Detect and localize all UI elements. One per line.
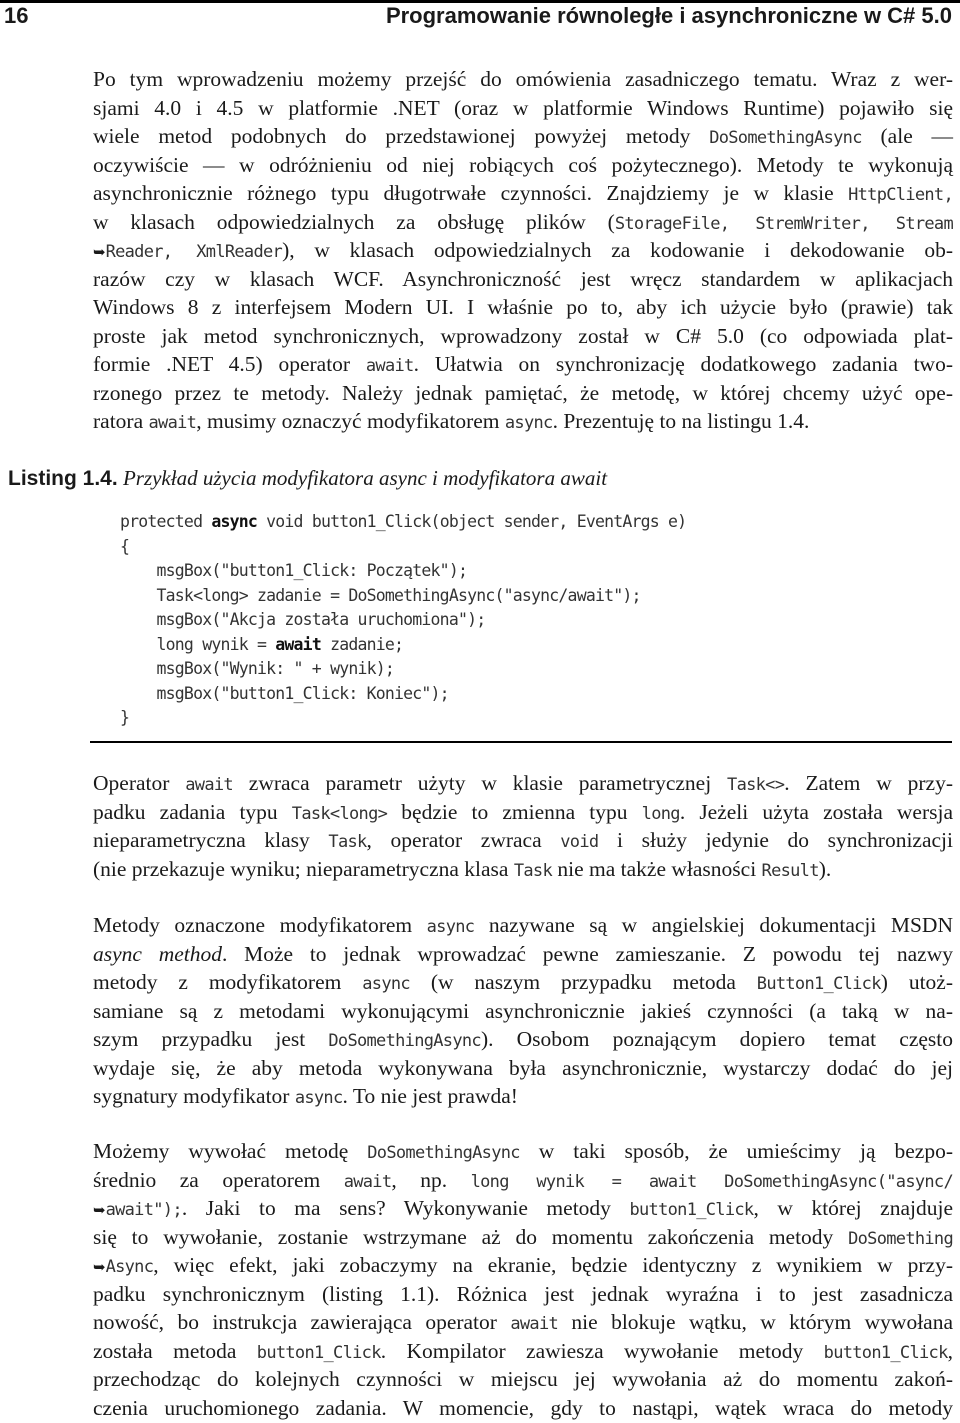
code-text: msgBox("Akcja została uruchomiona"); — [120, 610, 486, 629]
code-token: Task — [513, 860, 552, 881]
text-run: , — [947, 1338, 953, 1363]
paragraph-intro — [93, 65, 953, 436]
code-token: Task<long> — [291, 803, 388, 824]
code-token: async — [426, 917, 475, 937]
continuation-arrow-icon: ➥ — [93, 1258, 106, 1276]
text-line — [93, 1223, 953, 1252]
text-run: nowość, bo instrukcja zawierająca operator — [93, 1310, 511, 1334]
text-line — [93, 1251, 953, 1280]
text-run: . Kompilator zawiesza wywołanie metody — [380, 1338, 824, 1363]
code-line — [120, 608, 950, 633]
code-line — [120, 633, 950, 658]
text-run: szym przypadku jest — [93, 1027, 329, 1051]
code-line — [120, 510, 950, 535]
text-run: formie .NET 4.5) operator — [93, 352, 366, 376]
text-run: razów czy w klasach WCF. Asynchroniczność jest wręcz standardem w aplikacjach — [93, 266, 953, 291]
code-token: button1_Click — [256, 1342, 381, 1363]
text-run: oczywiście — w odróżnieniu od niej robiących coś pożytecznego). Metody te wykonują — [93, 152, 953, 177]
text-line — [93, 265, 953, 294]
code-token: Task — [328, 832, 367, 852]
code-text: protected — [120, 512, 212, 531]
text-run: padku synchronicznym (listing 1.1). Różnica jest jednak wyraźna i to jest zasadnicza — [93, 1281, 953, 1306]
code-token: long — [641, 803, 680, 824]
text-run: średnio za operatorem — [93, 1167, 344, 1192]
code-listing — [120, 510, 950, 731]
text-line — [93, 855, 953, 884]
text-run: , np. — [391, 1167, 471, 1192]
code-token: button1_Click — [823, 1342, 948, 1363]
code-token: Button1_Click — [756, 974, 881, 994]
text-run: ), w klasach odpowiedzialnych za kodowanie i dekodowanie ob- — [282, 238, 953, 262]
code-token: Async — [105, 1257, 154, 1277]
text-run: . Może to jednak wprowadzać pewne zamieszanie. Z powodu tej nazwy — [222, 941, 953, 966]
text-line — [93, 293, 953, 322]
text-run: . Jeżeli użyta została wersja — [679, 799, 953, 824]
text-run: ratora — [93, 409, 149, 433]
text-run: (ale — — [861, 124, 954, 148]
text-run: ) utoż- — [880, 970, 953, 994]
code-token: Reader, XmlReader — [105, 242, 283, 262]
code-keyword: await — [275, 634, 321, 654]
text-line — [93, 322, 953, 351]
code-token: DoSomethingAsync — [709, 128, 862, 148]
code-line — [120, 584, 950, 609]
text-line — [93, 798, 953, 827]
text-run: , w której znajduje — [753, 1196, 953, 1220]
text-run: się to wywołanie, zostanie wstrzymane aż do momentu zakończenia metody — [93, 1224, 849, 1249]
text-run: nieparametryczna klasy — [93, 828, 329, 852]
text-run: proste jak metod synchronicznych, wprowadzony został w C# 5.0 (co odpowiada plat- — [93, 323, 953, 348]
text-line — [93, 65, 953, 94]
code-token: await — [185, 775, 233, 795]
text-run: Metody oznaczone modyfikatorem — [93, 913, 427, 937]
code-token: await — [365, 356, 414, 376]
code-token: async — [362, 974, 410, 994]
text-run: rzonego przez te metody. Należy jednak pamiętać, że metodę, w której chcemy użyć ope- — [93, 380, 953, 405]
code-token: long wynik = await DoSomethingAsync("async/ — [470, 1171, 953, 1192]
code-line — [120, 535, 950, 560]
text-line — [93, 826, 953, 855]
text-run: (nie przekazuje wyniku; nieparametryczna klasa — [93, 856, 514, 881]
code-text: msgBox("Wynik: " + wynik); — [120, 659, 395, 678]
text-run: . Zatem w przy- — [784, 771, 953, 795]
text-run: w taki sposób, że umieścimy ją bezpo- — [519, 1139, 953, 1163]
code-text: msgBox("button1_Click: Koniec"); — [120, 683, 449, 703]
text-run: czenia uruchomionego zadania. W momencie, gdy to nastąpi, wątek wraca do metody — [93, 1395, 953, 1420]
code-text: long wynik = — [120, 634, 276, 654]
text-run: (w naszym przypadku metoda — [409, 970, 757, 994]
code-line — [120, 657, 950, 682]
code-token: async — [504, 413, 553, 433]
code-line — [120, 706, 950, 731]
text-run: Po tym wprowadzeniu możemy przejść do omówienia zasadniczego tematu. Wraz z wer- — [93, 67, 953, 91]
text-run: nazywane są w angielskiej dokumentacji MSDN — [474, 913, 953, 937]
code-text: Task<long> zadanie = DoSomethingAsync("async/await"); — [120, 585, 641, 605]
text-run: w klasach odpowiedzialnych za obsługę plików ( — [93, 209, 615, 234]
text-line — [93, 1025, 953, 1054]
listing-caption — [8, 465, 948, 491]
text-run: sygnatury modyfikator — [93, 1084, 295, 1108]
text-line — [93, 94, 953, 123]
text-run: , operator zwraca — [366, 828, 561, 852]
code-text: msgBox("button1_Click: Początek"); — [120, 561, 468, 580]
text-line — [93, 151, 953, 180]
text-line — [93, 179, 953, 208]
text-line — [93, 968, 953, 997]
code-token: StorageFile, StremWriter, Stream — [614, 213, 953, 234]
text-run: ). Osobom poznającym dopiero temat często — [480, 1027, 953, 1051]
code-token: async — [294, 1088, 343, 1108]
text-line — [93, 1308, 953, 1337]
code-token: await"); — [105, 1200, 182, 1220]
code-token: Task<> — [727, 775, 785, 795]
code-text: void button1_Click(object sender, EventArgs e) — [257, 512, 687, 531]
text-run: , musimy oznaczyć modyfikatorem — [196, 409, 505, 433]
text-line — [93, 208, 953, 237]
text-run: Możemy wywołać metodę — [93, 1139, 368, 1163]
text-run: i służy jedynie do synchronizacji — [598, 828, 953, 852]
text-run: samiane są z metodami wykonującymi asynchronicznie jakieś czynności (a taką w na- — [93, 998, 953, 1023]
text-line — [93, 1082, 953, 1111]
text-line — [93, 379, 953, 408]
listing-rule — [90, 741, 952, 743]
text-run: nie ma także własności — [551, 856, 762, 881]
paragraph-await-operator — [93, 769, 953, 883]
code-text: { — [120, 536, 130, 556]
text-line — [93, 940, 953, 969]
code-text: zadanie; — [320, 634, 404, 654]
code-token: button1_Click — [629, 1200, 754, 1220]
code-token: void — [560, 832, 599, 852]
listing-label: Listing 1.4. — [8, 467, 118, 490]
text-run: Operator — [93, 771, 186, 795]
text-run: sjami 4.0 i 4.5 w platformie .NET (oraz w platformie Windows Runtime) pojawiło się — [93, 95, 953, 120]
continuation-arrow-icon: ➥ — [93, 243, 106, 261]
paragraph-direct-call — [93, 1137, 953, 1422]
code-line — [120, 682, 950, 707]
code-token: HttpClient, — [848, 185, 953, 205]
text-run: zwraca parametr użyty w klasie parametrycznej — [232, 771, 728, 795]
text-run: , więc efekt, jaki zobaczymy na ekranie, będzie identyczny z wynikiem w przy- — [153, 1253, 953, 1277]
text-run: będzie to zmienna typu — [387, 799, 642, 824]
code-token: await — [148, 413, 197, 433]
text-line — [93, 769, 953, 798]
italic-term: async method — [93, 941, 222, 966]
text-line — [93, 1337, 953, 1366]
text-line — [93, 1365, 953, 1394]
text-run: . To nie jest prawda! — [342, 1084, 518, 1108]
text-run: . Ułatwia on synchronizację dodatkowego zadania two- — [413, 352, 953, 376]
text-line — [93, 1194, 953, 1223]
text-line — [93, 236, 953, 265]
text-line — [93, 1394, 953, 1423]
code-token: await — [343, 1171, 392, 1192]
code-token: await — [510, 1314, 559, 1334]
text-line — [93, 350, 953, 379]
text-run: asynchronicznie różnego typu długotrwałe czynności. Znajdziemy je w klasie — [93, 181, 849, 205]
text-run: Windows 8 z interfejsem Modern UI. I właśnie po to, aby ich użycie było (prawie) tak — [93, 295, 953, 319]
code-line — [120, 559, 950, 584]
text-run: . Prezentuję to na listingu 1.4. — [552, 409, 810, 433]
code-token: DoSomethingAsync — [328, 1031, 481, 1051]
text-run: metody z modyfikatorem — [93, 970, 363, 994]
text-line — [93, 1166, 953, 1195]
text-line — [93, 1054, 953, 1083]
text-run: . Jaki to ma sens? Wykonywanie metody — [181, 1196, 630, 1220]
code-text: } — [120, 708, 130, 727]
page-header — [0, 0, 960, 34]
running-title: Programowanie równoległe i asynchroniczne w C# 5.0 — [385, 3, 952, 28]
text-line — [93, 997, 953, 1026]
code-keyword: async — [211, 512, 258, 531]
code-token: DoSomething — [848, 1228, 953, 1249]
paragraph-async-methods — [93, 911, 953, 1111]
text-line — [93, 122, 953, 151]
text-run: przechodząc do kolejnych czynności w miejscu jej wywołania aż do momentu zakoń- — [93, 1367, 953, 1391]
page-number: 16 — [4, 3, 29, 28]
text-run: wiele metod podobnych do przedstawionej powyżej metody — [93, 124, 710, 148]
text-run: padku zadania typu — [93, 799, 292, 824]
code-token: DoSomethingAsync — [367, 1143, 520, 1163]
text-line — [93, 1137, 953, 1166]
text-line — [93, 407, 953, 436]
text-run: wydaje się, że aby metoda wykonywana była asynchronicznie, wystarczy dodać do jej — [93, 1055, 953, 1080]
text-line — [93, 1280, 953, 1309]
code-token: Result — [761, 860, 819, 881]
text-line — [93, 911, 953, 940]
text-run: ). — [818, 856, 832, 881]
continuation-arrow-icon: ➥ — [93, 1201, 106, 1219]
text-run: została metoda — [93, 1338, 257, 1363]
text-run: nie blokuje wątku, w którym wywołana — [558, 1310, 954, 1334]
listing-title: Przykład użycia modyfikatora async i modyfikatora await — [122, 466, 608, 490]
